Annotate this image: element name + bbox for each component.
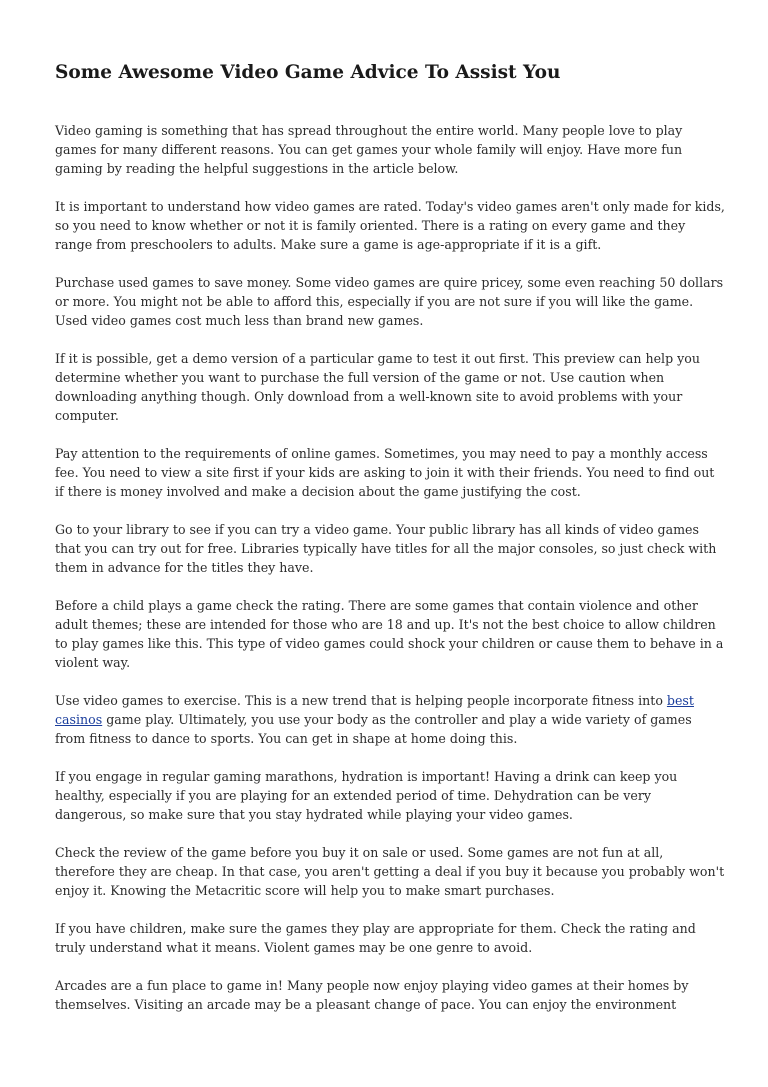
paragraph-exercise bbox=[55, 691, 725, 748]
exercise-text-before-link: Use video games to exercise. This is a new trend that is helping people incorporate fitness into bbox=[55, 693, 667, 708]
paragraph-arcades: Arcades are a fun place to game in! Many people now enjoy playing video games at their homes by themselves. Visiting an arcade may be a pleasant change of pace. You can enjoy the environment bbox=[55, 978, 689, 1012]
paragraph-library: Go to your library to see if you can try a video game. Your public library has all kinds of video games that you can try out for free. Libraries typically have titles for all the major consoles, so just check with them in advance for the titles they have. bbox=[55, 522, 717, 575]
paragraph-reviews: Check the review of the game before you buy it on sale or used. Some games are not fun at all, therefore they are cheap. In that case, you aren't getting a deal if you buy it because you probably won't enjoy it. Knowing the Metacritic score will help you to make smart purchases. bbox=[55, 845, 725, 898]
paragraph-online-requirements: Pay attention to the requirements of online games. Sometimes, you may need to pay a monthly access fee. You need to view a site first if your kids are asking to join it with their friends. You need to find out if there is money involved and make a decision about the game justifying the cost. bbox=[55, 446, 715, 499]
paragraph-children-games: If you have children, make sure the games they play are appropriate for them. Check the rating and truly understand what it means. Violent games may be one genre to avoid. bbox=[55, 921, 696, 955]
document-title: Some Awesome Video Game Advice To Assist You bbox=[55, 62, 561, 83]
best-casinos-link[interactable]: best casinos bbox=[55, 693, 694, 727]
paragraph-child-rating: Before a child plays a game check the rating. There are some games that contain violence and other adult themes; these are intended for those who are 18 and up. It's not the best choice to allow children to play games like this. This type of video games could shock your children or cause them to behave in a violent way. bbox=[55, 598, 724, 670]
article-body bbox=[55, 121, 725, 1033]
paragraph-intro: Video gaming is something that has spread throughout the entire world. Many people love to play games for many different reasons. You can get games your whole family will enjoy. Have more fun gaming by reading the helpful suggestions in the article below. bbox=[55, 123, 683, 176]
paragraph-hydration: If you engage in regular gaming marathons, hydration is important! Having a drink can keep you healthy, especially if you are playing for an extended period of time. Dehydration can be very dangerous, so make sure that you stay hydrated while playing your video games. bbox=[55, 769, 678, 822]
paragraph-used-games: Purchase used games to save money. Some video games are quire pricey, some even reaching 50 dollars or more. You might not be able to afford this, especially if you are not sure if you will like the game. Used video games cost much less than brand new games. bbox=[55, 275, 724, 328]
paragraph-ratings: It is important to understand how video games are rated. Today's video games aren't only made for kids, so you need to know whether or not it is family oriented. There is a rating on every game and they range from preschoolers to adults. Make sure a game is age-appropriate if it is a gift. bbox=[55, 199, 725, 252]
paragraph-demo-version: If it is possible, get a demo version of a particular game to test it out first. This preview can help you determine whether you want to purchase the full version of the game or not. Use caution when downloading anything though. Only download from a well-known site to avoid problems with your computer. bbox=[55, 351, 700, 423]
exercise-text-after-link: game play. Ultimately, you use your body as the controller and play a wide variety of games from fitness to dance to sports. You can get in shape at home doing this. bbox=[55, 712, 692, 746]
